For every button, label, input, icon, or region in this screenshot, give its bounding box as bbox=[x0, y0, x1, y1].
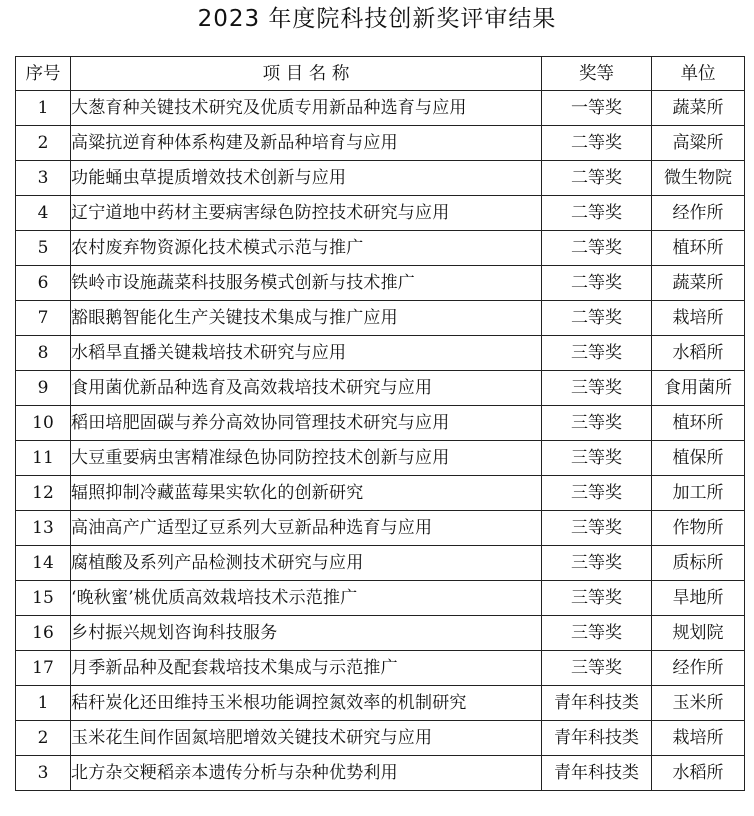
cell-project-name: 辐照抑制冷藏蓝莓果实软化的创新研究 bbox=[71, 476, 542, 511]
cell-num: 2 bbox=[16, 721, 71, 756]
table-row bbox=[16, 651, 745, 686]
cell-project-name: 功能蛹虫草提质增效技术创新与应用 bbox=[71, 161, 542, 196]
cell-num: 3 bbox=[16, 161, 71, 196]
table-row bbox=[16, 371, 745, 406]
cell-unit: 水稻所 bbox=[652, 756, 745, 791]
cell-unit: 水稻所 bbox=[652, 336, 745, 371]
cell-num: 2 bbox=[16, 126, 71, 161]
header-unit: 单位 bbox=[652, 57, 745, 91]
table-body bbox=[16, 91, 745, 791]
cell-num: 14 bbox=[16, 546, 71, 581]
cell-award: 三等奖 bbox=[542, 546, 652, 581]
table-row bbox=[16, 196, 745, 231]
header-row bbox=[16, 57, 745, 91]
cell-project-name: 乡村振兴规划咨询科技服务 bbox=[71, 616, 542, 651]
cell-unit: 栽培所 bbox=[652, 301, 745, 336]
cell-project-name: 玉米花生间作固氮培肥增效关键技术研究与应用 bbox=[71, 721, 542, 756]
cell-project-name: 稻田培肥固碳与养分高效协同管理技术研究与应用 bbox=[71, 406, 542, 441]
cell-project-name: 高粱抗逆育种体系构建及新品种培育与应用 bbox=[71, 126, 542, 161]
cell-award: 二等奖 bbox=[542, 301, 652, 336]
header-name: 项 目 名 称 bbox=[71, 57, 542, 91]
cell-project-name: 月季新品种及配套栽培技术集成与示范推广 bbox=[71, 651, 542, 686]
cell-num: 8 bbox=[16, 336, 71, 371]
header-award: 奖等 bbox=[542, 57, 652, 91]
cell-unit: 加工所 bbox=[652, 476, 745, 511]
cell-award: 三等奖 bbox=[542, 651, 652, 686]
cell-project-name: 大葱育种关键技术研究及优质专用新品种选育与应用 bbox=[71, 91, 542, 126]
cell-unit: 玉米所 bbox=[652, 686, 745, 721]
cell-award: 二等奖 bbox=[542, 126, 652, 161]
cell-unit: 经作所 bbox=[652, 651, 745, 686]
cell-project-name: 腐植酸及系列产品检测技术研究与应用 bbox=[71, 546, 542, 581]
table-row bbox=[16, 336, 745, 371]
page-title: 2023 年度院科技创新奖评审结果 bbox=[197, 6, 557, 32]
cell-project-name: 辽宁道地中药材主要病害绿色防控技术研究与应用 bbox=[71, 196, 542, 231]
cell-project-name: 豁眼鹅智能化生产关键技术集成与推广应用 bbox=[71, 301, 542, 336]
cell-award: 三等奖 bbox=[542, 336, 652, 371]
cell-num: 15 bbox=[16, 581, 71, 616]
cell-num: 3 bbox=[16, 756, 71, 791]
cell-award: 三等奖 bbox=[542, 511, 652, 546]
cell-num: 6 bbox=[16, 266, 71, 301]
table-row bbox=[16, 721, 745, 756]
table-row bbox=[16, 91, 745, 126]
header-num: 序号 bbox=[16, 57, 71, 91]
cell-unit: 高粱所 bbox=[652, 126, 745, 161]
cell-project-name: 秸秆炭化还田维持玉米根功能调控氮效率的机制研究 bbox=[71, 686, 542, 721]
cell-project-name: 食用菌优新品种选育及高效栽培技术研究与应用 bbox=[71, 371, 542, 406]
cell-unit: 微生物院 bbox=[652, 161, 745, 196]
table-row bbox=[16, 231, 745, 266]
table-row bbox=[16, 546, 745, 581]
cell-award: 三等奖 bbox=[542, 441, 652, 476]
cell-unit: 规划院 bbox=[652, 616, 745, 651]
cell-award: 二等奖 bbox=[542, 196, 652, 231]
cell-num: 16 bbox=[16, 616, 71, 651]
cell-unit: 蔬菜所 bbox=[652, 91, 745, 126]
table-row bbox=[16, 441, 745, 476]
table-row bbox=[16, 511, 745, 546]
cell-unit: 经作所 bbox=[652, 196, 745, 231]
table-row bbox=[16, 406, 745, 441]
cell-project-name: 大豆重要病虫害精准绿色协同防控技术创新与应用 bbox=[71, 441, 542, 476]
cell-num: 5 bbox=[16, 231, 71, 266]
cell-award: 三等奖 bbox=[542, 581, 652, 616]
table-row bbox=[16, 161, 745, 196]
cell-num: 10 bbox=[16, 406, 71, 441]
table-row bbox=[16, 686, 745, 721]
cell-num: 13 bbox=[16, 511, 71, 546]
cell-project-name: 铁岭市设施蔬菜科技服务模式创新与技术推广 bbox=[71, 266, 542, 301]
cell-unit: 旱地所 bbox=[652, 581, 745, 616]
cell-unit: 植环所 bbox=[652, 231, 745, 266]
cell-award: 二等奖 bbox=[542, 231, 652, 266]
cell-project-name: 高油高产广适型辽豆系列大豆新品种选育与应用 bbox=[71, 511, 542, 546]
table-row bbox=[16, 581, 745, 616]
cell-unit: 植保所 bbox=[652, 441, 745, 476]
table-row bbox=[16, 756, 745, 791]
cell-num: 11 bbox=[16, 441, 71, 476]
cell-award: 二等奖 bbox=[542, 266, 652, 301]
cell-num: 4 bbox=[16, 196, 71, 231]
table-row bbox=[16, 266, 745, 301]
cell-award: 三等奖 bbox=[542, 616, 652, 651]
cell-project-name: 水稻旱直播关键栽培技术研究与应用 bbox=[71, 336, 542, 371]
table-row bbox=[16, 476, 745, 511]
cell-unit: 植环所 bbox=[652, 406, 745, 441]
cell-unit: 栽培所 bbox=[652, 721, 745, 756]
cell-unit: 质标所 bbox=[652, 546, 745, 581]
cell-project-name: ‘晚秋蜜’桃优质高效栽培技术示范推广 bbox=[71, 581, 542, 616]
cell-award: 青年科技类 bbox=[542, 756, 652, 791]
cell-award: 三等奖 bbox=[542, 371, 652, 406]
cell-num: 9 bbox=[16, 371, 71, 406]
cell-num: 1 bbox=[16, 91, 71, 126]
cell-num: 1 bbox=[16, 686, 71, 721]
results-table bbox=[15, 56, 745, 791]
table-row bbox=[16, 616, 745, 651]
table-row bbox=[16, 126, 745, 161]
cell-project-name: 农村废弃物资源化技术模式示范与推广 bbox=[71, 231, 542, 266]
cell-award: 青年科技类 bbox=[542, 686, 652, 721]
cell-award: 青年科技类 bbox=[542, 721, 652, 756]
cell-award: 三等奖 bbox=[542, 476, 652, 511]
table-row bbox=[16, 301, 745, 336]
cell-unit: 蔬菜所 bbox=[652, 266, 745, 301]
cell-num: 17 bbox=[16, 651, 71, 686]
cell-project-name: 北方杂交粳稻亲本遗传分析与杂种优势利用 bbox=[71, 756, 542, 791]
cell-unit: 食用菌所 bbox=[652, 371, 745, 406]
cell-award: 二等奖 bbox=[542, 161, 652, 196]
cell-num: 12 bbox=[16, 476, 71, 511]
cell-unit: 作物所 bbox=[652, 511, 745, 546]
cell-num: 7 bbox=[16, 301, 71, 336]
cell-award: 一等奖 bbox=[542, 91, 652, 126]
cell-award: 三等奖 bbox=[542, 406, 652, 441]
